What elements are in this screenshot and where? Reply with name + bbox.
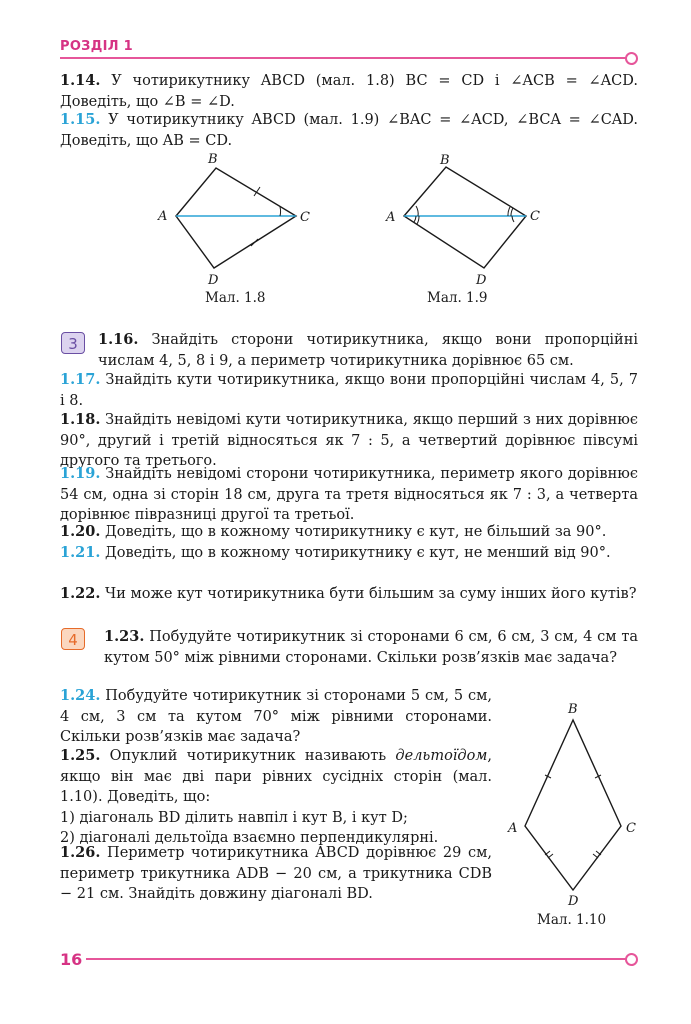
fig19-label-c: C xyxy=(530,209,540,224)
header-rule xyxy=(60,57,626,59)
problem-1-24: 1.24. Побудуйте чотирикутник зі сторонами 5 см, 5 см, 4 см, 3 см та кутом 70° між рівними сторонами. Скільки розв’язків має задача? xyxy=(60,687,493,745)
fig110-label-c: C xyxy=(626,821,636,836)
figure-1-9-caption: Мал. 1.9 xyxy=(427,290,488,306)
problem-1-25: 1.25. Опуклий чотирикутник називають дельтоїдом, якщо він має дві пари рівних сусідніх сторін (мал. 1.10). Доведіть, що: 1) діагональ BD ділить навпіл і кут B, і кут D; 2) діагоналі дельтоїда взаємно перпендикулярні. xyxy=(60,746,492,849)
level-4-badge: 4 xyxy=(61,628,85,650)
problem-1-15: 1.15. У чотирикутнику ABCD (мал. 1.9) ∠BAC = ∠ACD, ∠BCA = ∠CAD. Доведіть, що AB = CD. xyxy=(60,111,638,149)
fig110-label-a: A xyxy=(508,821,518,836)
problem-1-25-item-2: 2) діагоналі дельтоїда взаємно перпендикулярні. xyxy=(60,830,439,846)
problem-1-23: 1.23. Побудуйте чотирикутник зі сторонами 6 см, 6 см, 3 см, 4 см та кутом 50° між рівними сторонами. Скільки розв’язків має задача? xyxy=(104,628,639,666)
fig18-label-d: D xyxy=(208,273,219,288)
fig19-label-a: A xyxy=(386,210,396,225)
problem-1-18: 1.18. Знайдіть невідомі кути чотирикутника, якщо перший з них дорівнює 90°, другий і третій відносяться як 7 : 5, а четвертий дорівнює півсумі другого та третього. xyxy=(60,411,639,469)
figure-1-8 xyxy=(150,150,320,290)
problem-1-26: 1.26. Периметр чотирикутника ABCD дорівнює 29 см, периметр трикутника ADB − 20 см, а трикутника CDB − 21 см. Знайдіть довжину діагоналі BD. xyxy=(60,844,493,902)
header-rule-dot xyxy=(625,52,638,65)
problem-1-21: 1.21. Доведіть, що в кожному чотирикутнику є кут, не менший від 90°. xyxy=(60,544,611,561)
fig110-label-d: D xyxy=(568,894,579,908)
fig18-label-a: A xyxy=(158,209,168,224)
fig19-label-b: B xyxy=(440,153,450,168)
figure-1-9 xyxy=(380,150,550,290)
footer-rule-dot xyxy=(625,953,638,966)
problem-1-19: 1.19. Знайдіть невідомі сторони чотирикутника, периметр якого дорівнює 54 см, одна зі сторін 18 см, друга та третя відносяться як 7 : 3, а четверта дорівнює півразниці другої та третьої. xyxy=(60,465,638,523)
problem-1-16: 1.16. Знайдіть сторони чотирикутника, якщо вони пропорційні числам 4, 5, 8 і 9, а периметр чотирикутника дорівнює 65 см. xyxy=(98,331,638,369)
level-3-badge: 3 xyxy=(61,332,85,354)
fig110-label-b: B xyxy=(568,702,578,717)
fig19-label-d: D xyxy=(476,273,487,288)
figure-1-8-caption: Мал. 1.8 xyxy=(205,290,266,306)
section-label: РОЗДІЛ 1 xyxy=(60,39,133,54)
problem-1-22: 1.22. Чи може кут чотирикутника бути більшим за суму інших його кутів? xyxy=(60,585,637,602)
problem-1-17: 1.17. Знайдіть кути чотирикутника, якщо вони пропорційні числам 4, 5, 7 і 8. xyxy=(60,371,638,409)
figure-1-10 xyxy=(505,698,645,908)
fig18-label-c: C xyxy=(300,210,310,225)
footer-rule xyxy=(86,958,626,960)
page-number: 16 xyxy=(60,950,83,969)
problem-1-20: 1.20. Доведіть, що в кожному чотирикутнику є кут, не більший за 90°. xyxy=(60,523,607,540)
figure-1-10-caption: Мал. 1.10 xyxy=(537,912,607,928)
problem-1-14: 1.14. У чотирикутнику ABCD (мал. 1.8) BC = CD і ∠ACB = ∠ACD. Доведіть, що ∠B = ∠D. xyxy=(60,72,638,110)
fig18-label-b: B xyxy=(208,152,218,167)
problem-1-25-item-1: 1) діагональ BD ділить навпіл і кут B, і кут D; xyxy=(60,809,408,826)
